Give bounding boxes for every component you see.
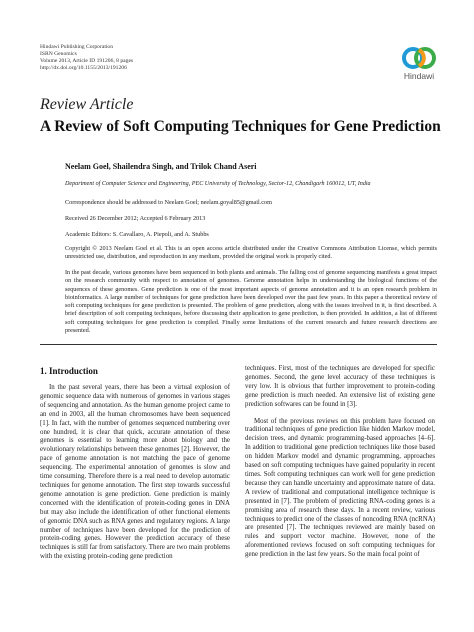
section-heading: 1. Introduction — [40, 366, 98, 376]
journal-header — [40, 44, 133, 72]
section-divider — [40, 344, 437, 345]
left-column — [40, 384, 230, 562]
article-title: A Review of Soft Computing Techniques for Gene Prediction — [40, 118, 441, 135]
copyright-notice: Copyright © 2013 Neelam Goel et al. This is an open access article distributed under the Creative Commons Attribution License, which permits unrestricted use, distribution, and reproduction in any medium, provided the original work is properly cited. — [65, 245, 437, 261]
dates-line: Received 26 December 2012; Accepted 6 February 2013 — [65, 215, 206, 222]
publisher-name: Hindawi Publishing Corporation — [40, 44, 114, 50]
author-affiliation: Department of Computer Science and Engineering, PEC University of Technology, Sector-12, Chandigarh 160012, UT, India — [65, 181, 371, 187]
editors-line: Academic Editors: S. Cavallaro, A. Piepoli, and A. Stubbs — [65, 231, 209, 238]
abstract: In the past decade, various genomes have been sequenced in both plants and animals. The falling cost of genome sequencing manifests a great impact on the research community with respect to annotation of genomes. Genome annotation helps in understanding the biological functions of the sequences of these genomes. Gene prediction is one of the most important aspects of genome annotation and it is an open research problem in bioinformatics. A large number of techniques for gene prediction have been developed over the past few years. In this paper a theoretical review of soft computing techniques for gene prediction is presented. The problem of gene prediction, along with the issues involved in it, is first described. A brief description of soft computing techniques, before discussing their application to gene prediction, is then provided. In addition, a list of different soft computing techniques for gene prediction is compiled. Finally some limitations of the current research and future research directions are presented. — [65, 269, 437, 335]
logo-text: Hindawi — [403, 71, 435, 81]
intro-paragraph-continued: techniques. First, most of the techniques are developed for specific genomes. Second, the gene level accuracy of these techniques is very low. It is obvious that further improvement to protein-coding gene prediction is much needed. An extensive list of existing gene prediction softwares can be found in [3]. — [245, 365, 435, 408]
author-list: Neelam Goel, Shailendra Singh, and Trilok Chand Aseri — [65, 162, 257, 171]
article-type: Review Article — [40, 96, 134, 113]
doi-link[interactable]: http://dx.doi.org/10.1155/2013/191206 — [40, 65, 127, 71]
journal-name: ISRN Genomics — [40, 51, 77, 57]
intro-paragraph: In the past several years, there has been a virtual explosion of genomic sequence data with numerous of genomes in various stages of sequencing and annotation. As the human genome project came to an end in 2003, all the human chromosomes have been sequenced [1]. In fact, with the number of genomes sequenced numbering over one hundred, it is clear that quick, accurate annotation of these genomes is essential to learning more about biology and the evolutionary relationships between these genomes [2]. However, the pace of genome annotation is not matching the pace of genome sequencing. The experimental annotation of genomes is slow and time consuming. Therefore there is a real need to develop automatic techniques for genome annotation. The first step towards successful genome annotation is gene prediction. Gene prediction is mainly concerned with the identification of protein-coding genes in DNA but may also include the identification of other functional elements of genomic DNA such as RNA genes and regulatory regions. A large number of techniques have been developed for the prediction of protein-coding genes. However the prediction accuracy of these techniques is still far from satisfactory. There are two main problems with the existing protein-coding gene prediction — [40, 384, 231, 561]
right-column — [245, 365, 435, 560]
intro-paragraph: Most of the previous reviews on this problem have focused on traditional techniques of gene prediction like hidden Markov model, decision trees, and dynamic programming-based approaches [4–6]. In addition to traditional gene prediction techniques like those based on hidden Markov model and dynamic programming, approaches based on soft computing techniques have gained popularity in recent times. Soft computing techniques can work well for gene prediction because they can handle uncertainty and approximate nature of data. A review of traditional and computational intelligence technique is presented in [7]. The problem of predicting RNA-coding genes is a promising area of research these days. In a recent review, various techniques to predict one of the classes of noncoding RNA (ncRNA) are presented [7]. The techniques reviewed are mainly based on rules and support vector machine. However, none of the aforementioned reviews focused on soft computing techniques for gene prediction in the last few years. So the main focal point of — [245, 417, 435, 559]
correspondence-line: Correspondence should be addressed to Neelam Goel; neelam.goyal85@gmail.com — [65, 199, 272, 206]
volume-info: Volume 2013, Article ID 191206, 8 pages — [40, 58, 134, 64]
